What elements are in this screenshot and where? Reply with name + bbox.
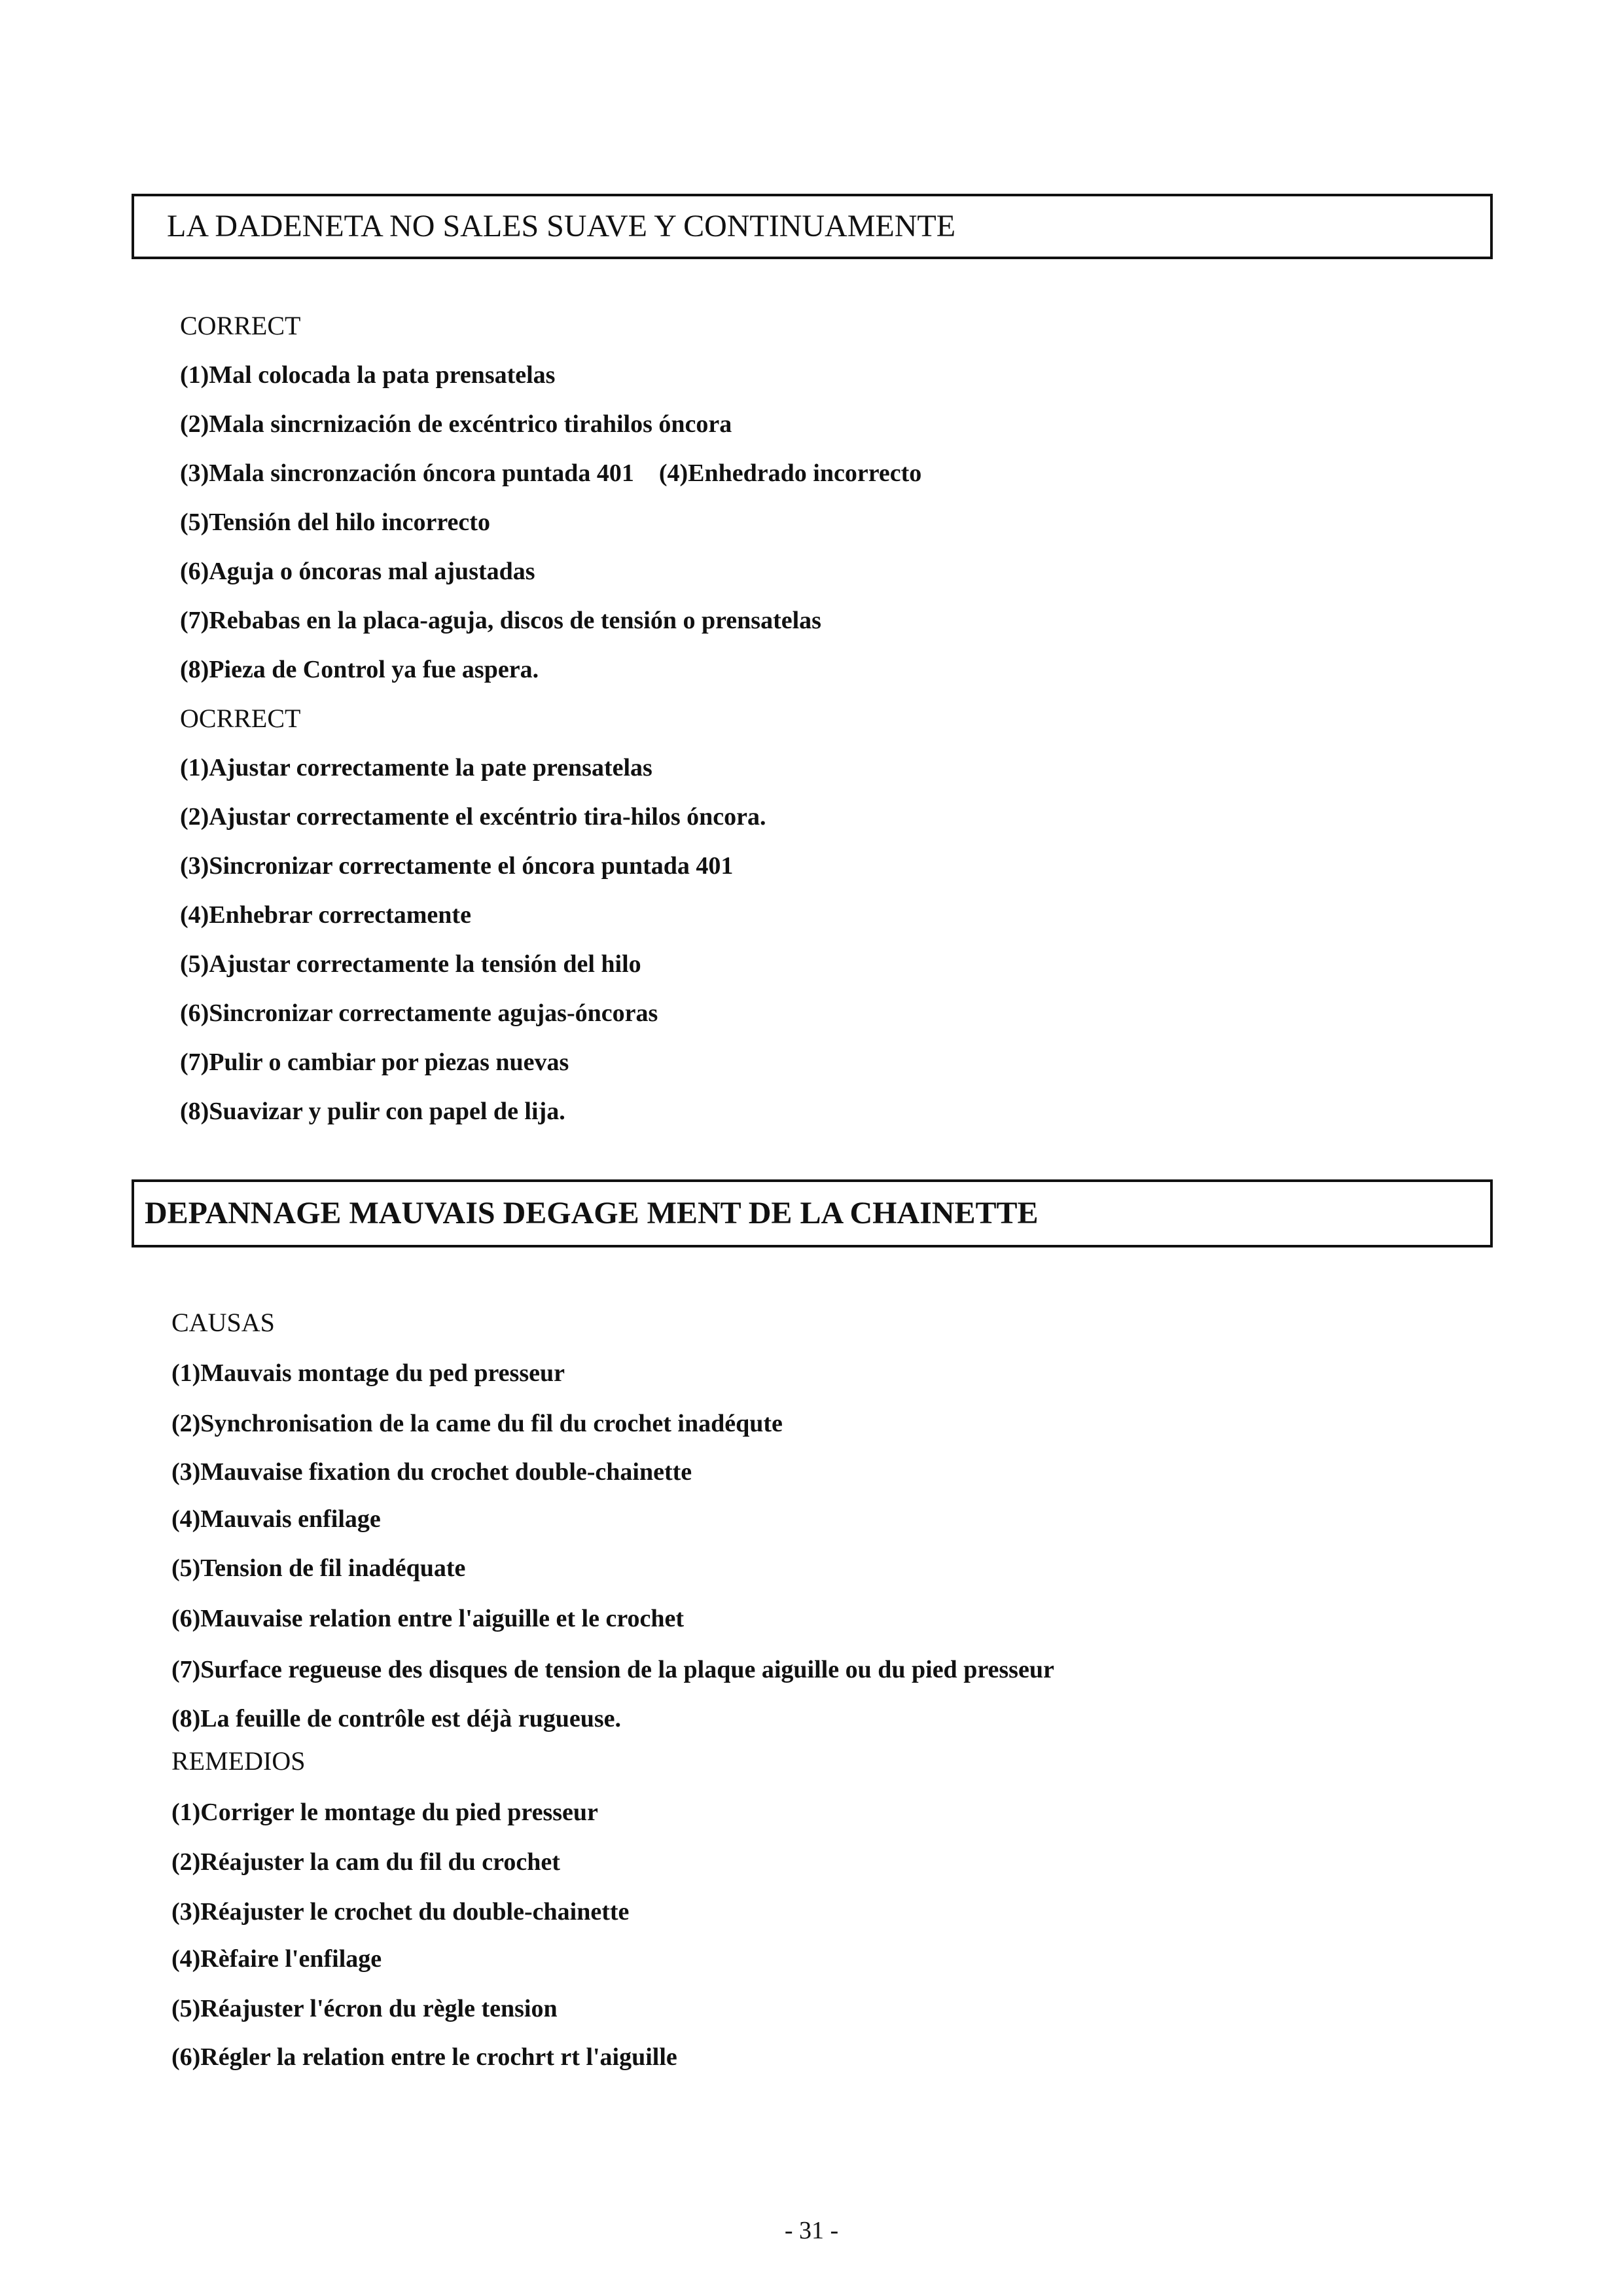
- list-item: (8)Pieza de Control ya fue aspera.: [180, 656, 539, 683]
- list-item: (6)Sincronizar correctamente agujas-óncoras: [180, 999, 658, 1027]
- list-item: (4)Enhebrar correctamente: [180, 901, 471, 929]
- list-item: (3)Sincronizar correctamente el óncora puntada 401: [180, 852, 734, 880]
- list-item: (4)Mauvais enfilage: [171, 1505, 381, 1533]
- section1-causes-heading: CORRECT: [180, 311, 301, 340]
- list-item: (3)Mauvaise fixation du crochet double-chainette: [171, 1458, 692, 1486]
- list-item: (2)Mala sincrnización de excéntrico tirahilos óncora: [180, 410, 732, 438]
- list-item: (1)Mal colocada la pata prensatelas: [180, 361, 556, 389]
- list-item: (3)Réajuster le crochet du double-chainette: [171, 1898, 630, 1926]
- list-item: (2)Ajustar correctamente el excéntrio tira-hilos óncora.: [180, 803, 766, 831]
- list-item: (7)Rebabas en la placa-aguja, discos de tensión o prensatelas: [180, 607, 821, 634]
- list-item: (2)Synchronisation de la came du fil du crochet inadéqute: [171, 1410, 783, 1437]
- list-item: (8)La feuille de contrôle est déjà rugueuse.: [171, 1705, 622, 1732]
- list-item: (7)Pulir o cambiar por piezas nuevas: [180, 1049, 569, 1076]
- section2-causes-heading: CAUSAS: [171, 1308, 275, 1337]
- section2-title: DEPANNAGE MAUVAIS DEGAGE MENT DE LA CHAINETTE: [145, 1196, 1039, 1230]
- list-item: (6)Aguja o óncoras mal ajustadas: [180, 558, 535, 585]
- list-item: (5)Réajuster l'écron du règle tension: [171, 1995, 558, 2022]
- list-item-pair: [180, 458, 921, 488]
- list-item: (5)Tension de fil inadéquate: [171, 1554, 466, 1582]
- list-item: (6)Mauvaise relation entre l'aiguille et le crochet: [171, 1605, 685, 1632]
- list-item: (6)Régler la relation entre le crochrt rt l'aiguille: [171, 2043, 677, 2071]
- list-item: (5)Ajustar correctamente la tensión del hilo: [180, 950, 641, 978]
- list-item: (8)Suavizar y pulir con papel de lija.: [180, 1098, 565, 1125]
- list-item: (2)Réajuster la cam du fil du crochet: [171, 1848, 560, 1876]
- page-number: - 31 -: [784, 2217, 839, 2244]
- list-item: (4)Rèfaire l'enfilage: [171, 1945, 382, 1973]
- list-item: (5)Tensión del hilo incorrecto: [180, 509, 490, 536]
- section1-header-box: [132, 194, 1493, 259]
- section1-title: LA DADENETA NO SALES SUAVE Y CONTINUAMENTE: [167, 209, 956, 243]
- section2-header-box: [132, 1179, 1493, 1247]
- list-item: (1)Mauvais montage du ped presseur: [171, 1359, 565, 1387]
- list-item: (1)Corriger le montage du pied presseur: [171, 1799, 598, 1826]
- list-item: (1)Ajustar correctamente la pate prensatelas: [180, 754, 652, 781]
- list-item: (4)Enhedrado incorrecto: [658, 459, 922, 487]
- list-item: (3)Mala sincronzación óncora puntada 401: [180, 459, 634, 487]
- section2-remedies-heading: REMEDIOS: [171, 1746, 306, 1776]
- section1-remedies-heading: OCRRECT: [180, 704, 301, 733]
- list-item: (7)Surface regueuse des disques de tension de la plaque aiguille ou du pied presseur: [171, 1656, 1054, 1683]
